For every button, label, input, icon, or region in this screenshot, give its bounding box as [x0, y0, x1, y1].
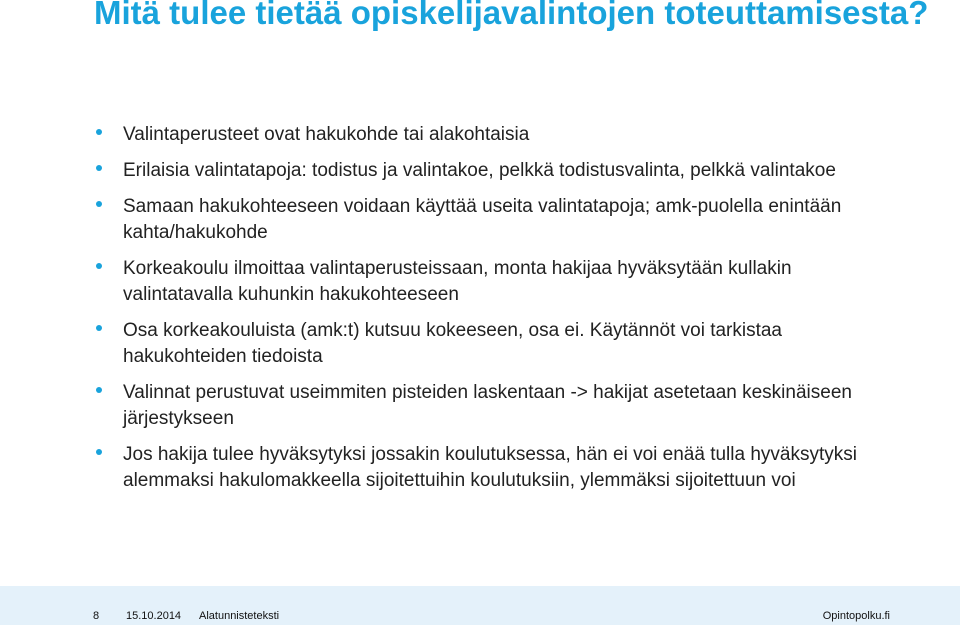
bullet-item — [96, 256, 896, 308]
bullet-item — [96, 158, 896, 184]
bullet-item — [96, 318, 896, 370]
footer-date: 15.10.2014 — [126, 610, 182, 622]
bullet-text: Valintaperusteet ovat hakukohde tai alakohtaisia — [123, 124, 530, 145]
bullet-item — [96, 122, 896, 148]
bullet-dot-icon — [96, 165, 102, 171]
bullet-item — [96, 380, 896, 432]
bullet-dot-icon — [96, 129, 102, 135]
bullet-list — [96, 122, 896, 504]
bullet-text: Osa korkeakouluista (amk:t) kutsuu kokeeseen, osa ei. Käytännöt voi tarkistaa hakukohteiden tiedoista — [123, 320, 782, 367]
bullet-text: Korkeakoulu ilmoittaa valintaperusteissaan, monta hakijaa hyväksytään kullakin valintatavalla kuhunkin hakukohteeseen — [123, 258, 792, 305]
bullet-dot-icon — [96, 201, 102, 207]
footer-label: Alatunnisteteksti — [199, 610, 280, 622]
bullet-text: Valinnat perustuvat useimmiten pisteiden laskentaan -> hakijat asetetaan keskinäiseen järjestykseen — [123, 382, 852, 429]
bullet-text: Jos hakija tulee hyväksytyksi jossakin koulutuksessa, hän ei voi enää tulla hyväksytyksi alemmaksi hakulomakkeella sijoitettuihin koulutuksiin, ylemmäksi sijoitettuun voi — [123, 444, 857, 491]
footer-bar — [0, 586, 960, 625]
bullet-dot-icon — [96, 449, 102, 455]
slide-title: Mitä tulee tietää opiskelijavalintojen toteuttamisesta? — [94, 0, 929, 31]
bullet-dot-icon — [96, 387, 102, 393]
bullet-text: Erilaisia valintatapoja: todistus ja valintakoe, pelkkä todistusvalinta, pelkkä valintakoe — [123, 160, 836, 181]
bullet-item — [96, 442, 896, 494]
page-number: 8 — [93, 610, 100, 622]
bullet-dot-icon — [96, 263, 102, 269]
bullet-text: Samaan hakukohteeseen voidaan käyttää useita valintatapoja; amk-puolella enintään kahta/hakukohde — [123, 196, 842, 243]
footer-brand: Opintopolku.fi — [822, 610, 890, 622]
bullet-item — [96, 194, 896, 246]
bullet-dot-icon — [96, 325, 102, 331]
